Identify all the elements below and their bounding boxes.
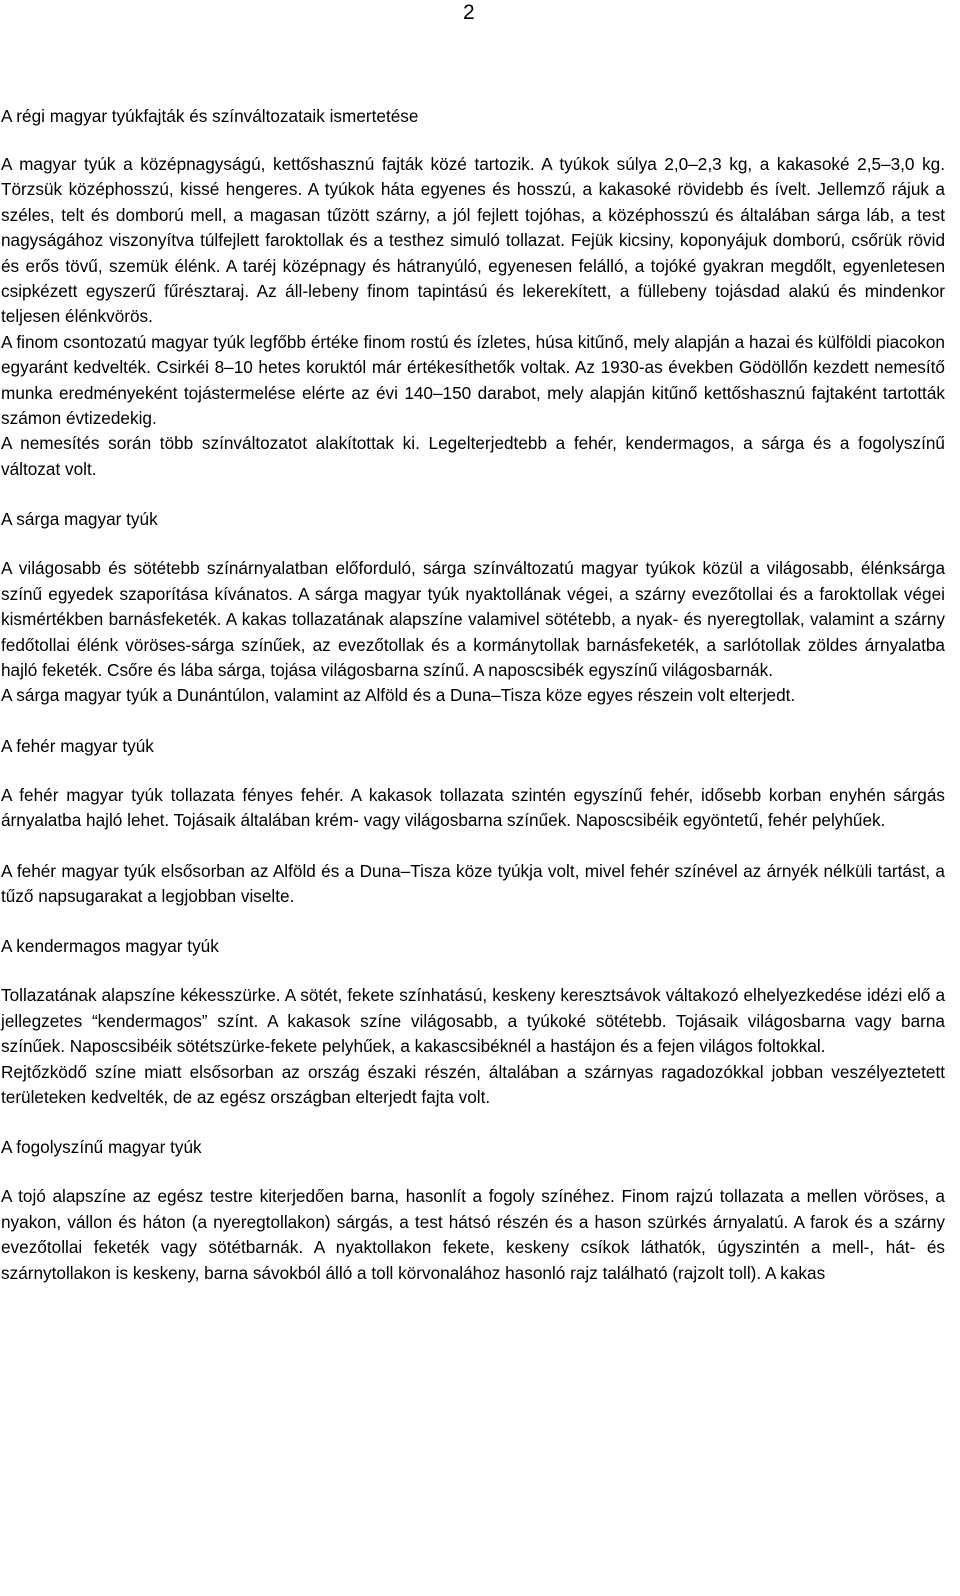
section-paragraph: Rejtőzködő színe miatt elsősorban az ország északi részén, általában a szárnyas ragadozókkal jobban veszélyeztetett területeken kedvelték, de az egész országban elterjedt fajta volt. (1, 1061, 945, 1107)
section-paragraph: Tollazatának alapszíne kékesszürke. A sötét, fekete színhatású, keskeny keresztsávok váltakozó elhelyezkedése idézi elő a jellegzetes “kendermagos” színt. A kakasok színe világosabb, a tyúkoké sötétebb. Tojásaik világosbarna vagy barna színűek. Naposcsibéik sötétszürke-fekete pelyhűek, a kakascsibéknél a hastájon és a fejen világos foltokkal. (1, 985, 945, 1057)
section-paragraph: A világosabb és sötétebb színárnyalatban előforduló, sárga színváltozatú magyar tyúkok közül a világosabb, élénksárga színű egyedek szaporítása kívánatos. A sárga magyar tyúk nyaktollának végei, a szárny evezőtollai és a faroktollak végei kismértékben barnásfeketék. A kakas tollazatának alapszíne valamivel sötétebb, a nyak- és nyeregtollak, valamint a szárny fedőtollai élénk vöröses-sárga színűek, az evezőtollak és a kormánytollak barnásfeketék, a sarlótollak zöldes árnyalatba hajló feketék. Csőre és lába sárga, tojása világosbarna színű. A naposcsibék egyszínű világosbarnák. (1, 558, 945, 680)
section-paragraph: A tojó alapszíne az egész testre kiterjedően barna, hasonlít a fogoly színéhez. Finom rajzú tollazata a mellen vöröses, a nyakon, vállon és háton (a nyeregtollakon) sárgás, a test hátsó részén és a hason szürkés árnyalatú. A farok és a szárny evezőtollai feketék vagy sötétbarnák. A nyaktollakon fekete, keskeny csíkok láthatók, úgyszintén a mell-, hát- és szárnytollakon is keskeny, barna sávokból álló a toll körvonalához hasonló rajz található (rajzolt toll). A kakas (1, 1186, 945, 1283)
section-title-yellow: A sárga magyar tyúk (1, 509, 158, 530)
intro-paragraph: A magyar tyúk a középnagyságú, kettőshasznú fajták közé tartozik. A tyúkok súlya 2,0–2,3 kg, a kakasoké 2,5–3,0 kg. Törzsük középhosszú, kissé hengeres. A tyúkok háta egyenes és hosszú, a kakasoké rövidebb és ívelt. Jellemző rájuk a széles, telt és domború mell, a magasan tűzött szárny, a jól fejlett tojóhas, a középhosszú és általában sárga láb, a test nagyságához viszonyítva túlfejlett faroktollak és a testhez simuló tollazat. Fejük kicsiny, koponyájuk domború, csőrük rövid és erős tövű, szemük élénk. A taréj középnagy és hátranyúló, egyenesen felálló, a tojóké gyakran megdőlt, egyenletesen csipkézett egyszerű fűrésztaraj. Az áll-lebeny finom tapintású és lekerekített, a füllebeny tojásdad alakú és mindenkor teljesen élénkvörös. (1, 154, 945, 327)
main-title: A régi magyar tyúkfajták és színváltozataik ismertetése (1, 106, 419, 126)
section-title-speckled: A kendermagos magyar tyúk (1, 936, 219, 957)
section-title-partridge: A fogolyszínű magyar tyúk (1, 1137, 202, 1158)
document-body (0, 104, 945, 1286)
intro-paragraph: A nemesítés során több színváltozatot alakítottak ki. Legelterjedtebb a fehér, kendermagos, a sárga és a fogolyszínű változat volt. (1, 433, 945, 479)
intro-paragraph: A finom csontozatú magyar tyúk legfőbb értéke finom rostú és ízletes, húsa kitűnő, mely alapján a hazai és külföldi piacokon egyaránt kedvelték. Csirkéi 8–10 hetes koruktól már értékesíthetők voltak. Az 1930-as években Gödöllőn kezdett nemesítő munka eredményeként tojástermelése elérte az évi 140–150 darabot, mely alapján kitűnő kettőshasznú fajtaként tartották számon évtizedekig. (1, 331, 945, 429)
section-paragraph: A fehér magyar tyúk elsősorban az Alföld és a Duna–Tisza köze tyúkja volt, mivel fehér színével az árnyék nélküli tartást, a tűző napsugarakat a legjobban viselte. (1, 860, 945, 906)
section-paragraph: A fehér magyar tyúk tollazata fényes fehér. A kakasok tollazata szintén egyszínű fehér, idősebb korban enyhén sárgás árnyalatba hajló lehet. Tojásaik általában krém- vagy világosbarna színűek. Naposcsibéik egyöntetű, fehér pelyhűek. (1, 784, 945, 831)
section-title-white: A fehér magyar tyúk (1, 735, 154, 756)
page-number: 2 (463, 1, 475, 24)
section-paragraph: A sárga magyar tyúk a Dunántúlon, valamint az Alföld és a Duna–Tisza köze egyes részein volt elterjedt. (1, 685, 796, 706)
